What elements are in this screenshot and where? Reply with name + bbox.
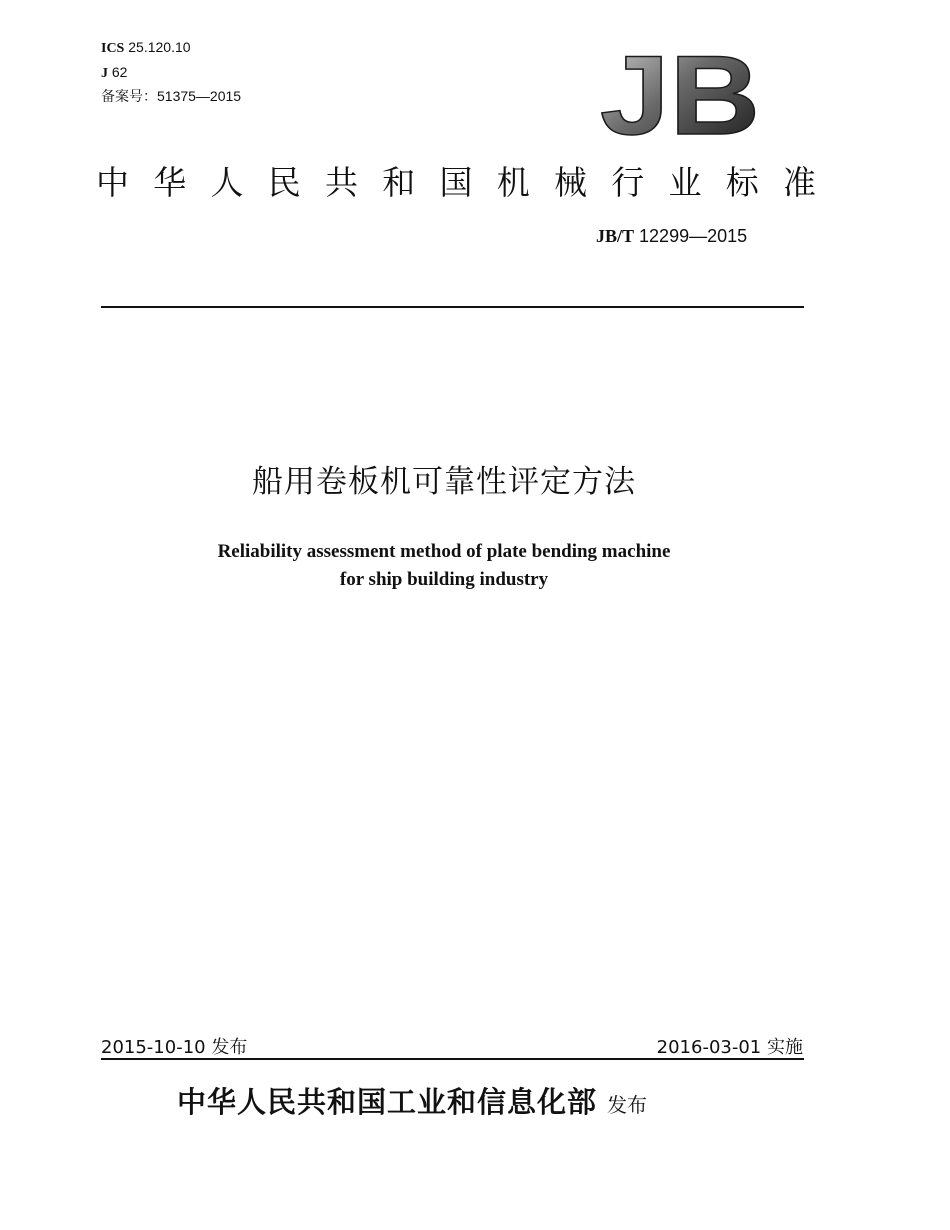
header-char: 人: [210, 163, 244, 202]
publisher-org: 中华人民共和国工业和信息化部: [177, 1085, 598, 1119]
header-char: 中: [96, 163, 129, 202]
jb-logo: [598, 40, 766, 144]
header-char: 和: [382, 163, 416, 202]
filing-number: 备案号：51375—2015: [101, 88, 242, 104]
standard-number: [596, 226, 747, 247]
standard-prefix: JB/T: [596, 226, 635, 246]
implementation-date: 2016-03-01 实施: [656, 1037, 803, 1058]
header-char: 机: [496, 163, 530, 202]
header-char: 行: [611, 163, 645, 202]
header-char: 标: [725, 163, 759, 202]
header-char: 业: [668, 163, 702, 202]
publisher-line: [177, 1080, 647, 1121]
bottom-divider: [101, 1058, 804, 1060]
jb-logo-text: JB: [600, 40, 760, 144]
ics-code: ICS 25.120.10: [101, 39, 191, 56]
english-title-line-2: for ship building industry: [339, 569, 549, 590]
header-char: 华: [153, 163, 187, 202]
header-char: 国: [439, 163, 473, 202]
english-title-line-1: Reliability assessment method of plate bending machine: [217, 541, 671, 562]
publisher-action: 发布: [607, 1093, 648, 1117]
classification-block: [101, 36, 241, 108]
header-char: 民: [267, 163, 301, 202]
header-char: 械: [554, 163, 587, 202]
standard-category-title: [96, 158, 816, 208]
top-divider: [101, 306, 804, 308]
chinese-title: 船用卷板机可靠性评定方法: [252, 464, 636, 500]
header-char: 准: [783, 163, 816, 202]
english-title: [0, 538, 888, 594]
issue-date: 2015-10-10 发布: [101, 1037, 248, 1058]
header-char: 共: [325, 163, 358, 202]
ccs-code: J 62: [101, 63, 128, 81]
standard-code: 12299—2015: [639, 226, 748, 246]
